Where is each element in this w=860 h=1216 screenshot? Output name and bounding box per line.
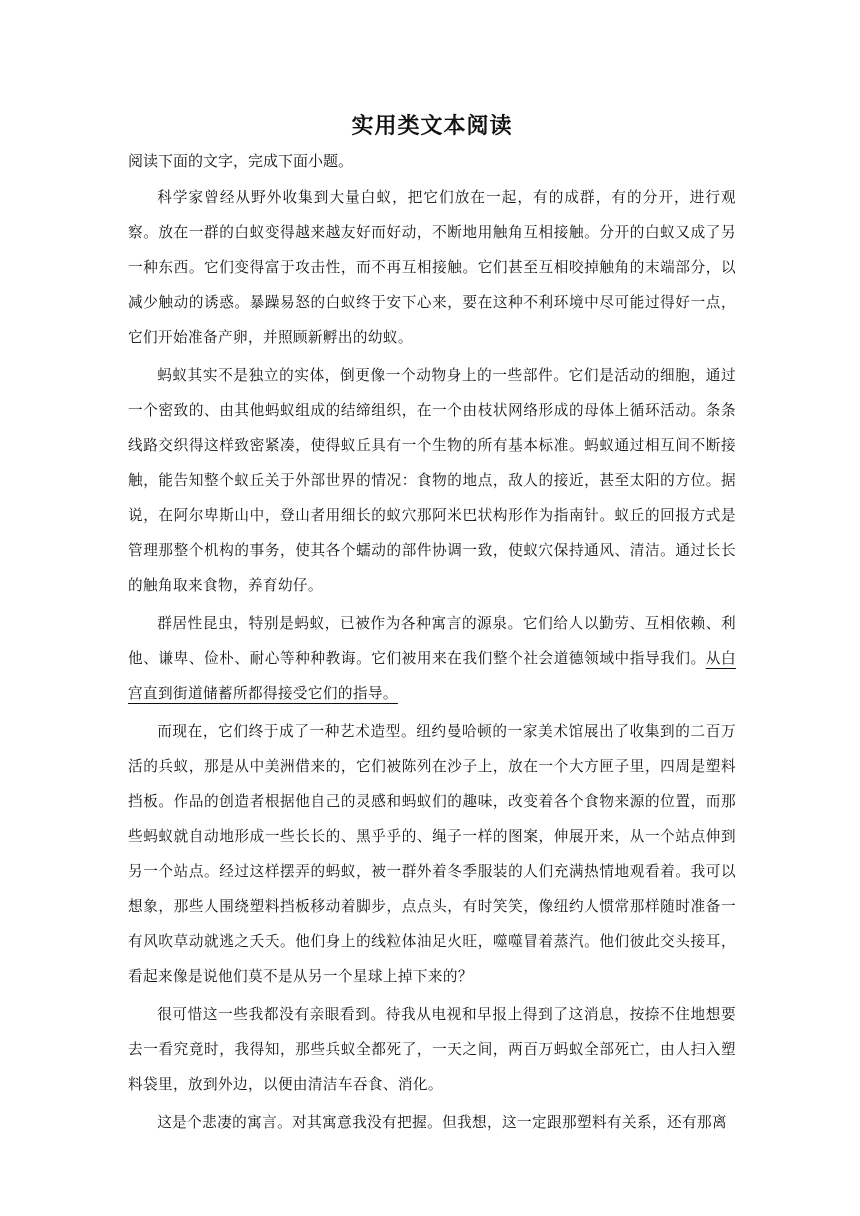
paragraph-3-text: 群居性昆虫，特别是蚂蚁，已被作为各种寓言的源泉。它们给人以勤劳、互相依赖、利他、谦卑、俭朴、耐心等种种教诲。它们被用来在我们整个社会道德领域中指导我们。 bbox=[128, 615, 736, 667]
document-title: 实用类文本阅读 bbox=[351, 114, 513, 139]
underlined-sentence: 从白宫直到街道储蓄所都得接受它们的指导。 bbox=[128, 650, 736, 702]
document-page bbox=[128, 112, 736, 1140]
paragraph-6: 这是个悲凄的寓言。对其寓意我没有把握。但我想，这一定跟那塑料有关系，还有那离 bbox=[157, 1114, 727, 1131]
paragraph-3 bbox=[128, 606, 736, 711]
instruction-text: 阅读下面的文字，完成下面小题。 bbox=[128, 152, 354, 170]
paragraph-5: 很可惜这一些我都没有亲眼看到。待我从电视和早报上得到了这消息，按捺不住地想要去一看究竟时，我得知，那些兵蚁全都死了，一天之间，两百万蚂蚁全部死亡，由人扫入塑料袋里，放到外边，以便由清洁车吞食、消化。 bbox=[128, 1006, 736, 1093]
paragraph-2: 蚂蚁其实不是独立的实体，倒更像一个动物身上的一些部件。它们是活动的细胞，通过一个密致的、由其他蚂蚁组成的结缔组织，在一个由枝状网络形成的母体上循环活动。条条线路交织得这样致密紧凑，使得蚁丘具有一个生物的所有基本标准。蚂蚁通过相互间不断接触，能告知整个蚁丘关于外部世界的情况：食物的地点，敌人的接近，甚至太阳的方位。据说，在阿尔卑斯山中，登山者用细长的蚁穴那阿米巴状构形作为指南针。蚁丘的回报方式是管理那整个机构的事务，使其各个蠕动的部件协调一致，使蚁穴保持通风、清洁。通过长长的触角取来食物，养育幼仔。 bbox=[128, 367, 736, 594]
paragraph-1: 科学家曾经从野外收集到大量白蚁，把它们放在一起，有的成群，有的分开，进行观察。放在一群的白蚁变得越来越友好而好动，不断地用触角互相接触。分开的白蚁又成了另一种东西。它们变得富于攻击性，而不再互相接触。它们甚至互相咬掉触角的末端部分，以减少触动的诱惑。暴躁易怒的白蚁终于安下心来，要在这种不利环境中尽可能过得好一点，它们开始准备产卵，并照顾新孵出的幼蚁。 bbox=[128, 189, 736, 346]
paragraph-4: 而现在，它们终于成了一种艺术造型。纽约曼哈顿的一家美术馆展出了收集到的二百万活的兵蚁，那是从中美洲借来的，它们被陈列在沙子上，放在一个大方匣子里，四周是塑料挡板。作品的创造者根据他自己的灵感和蚂蚁们的趣味，改变着各个食物来源的位置，而那些蚂蚁就自动地形成一些长长的、黑乎乎的、绳子一样的图案，伸展开来，从一个站点伸到另一个站点。经过这样摆弄的蚂蚁，被一群外着冬季服装的人们充满热情地观看着。我可以想象，那些人围绕塑料挡板移动着脚步，点点头，有时笑笑，像纽约人惯常那样随时准备一有风吹草动就逃之夭夭。他们身上的线粒体油足火旺，噬噬冒着蒸汽。他们彼此交头接耳，看起来像是说他们莫不是从另一个星球上掉下来的？ bbox=[128, 723, 736, 985]
